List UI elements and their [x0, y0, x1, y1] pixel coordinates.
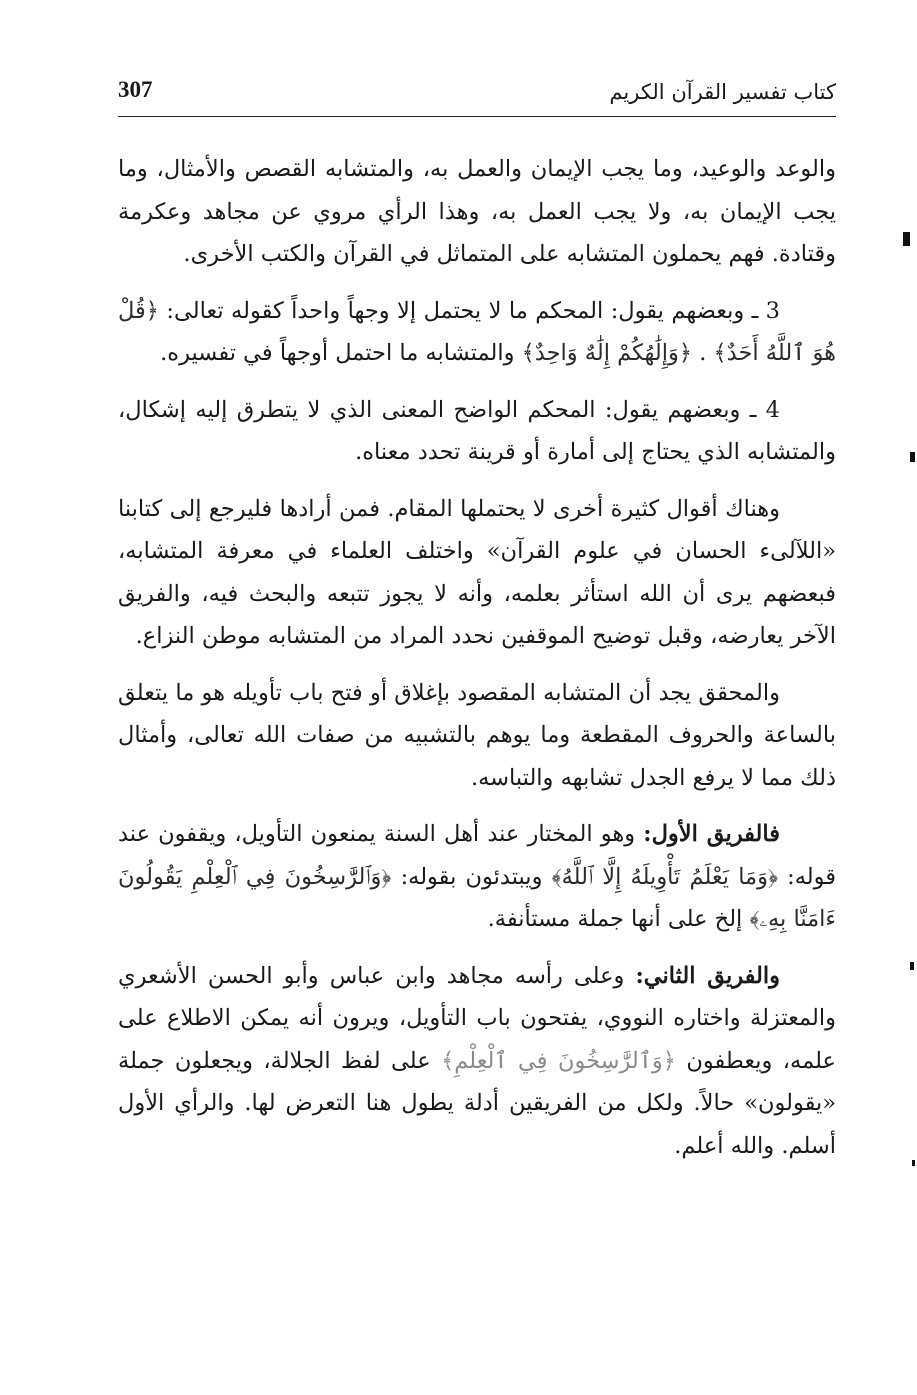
second-group-heading: والفريق الثاني: — [635, 962, 781, 989]
paragraph-2 — [118, 290, 836, 375]
quran-verse-tawilahu: ﴿وَمَا يَعْلَمُ تَأْوِيلَهُ إِلَّا ٱللَّهُ﴾ — [551, 863, 778, 890]
running-header — [118, 72, 836, 112]
paragraph-4: وهناك أقوال كثيرة أخرى لا يحتملها المقام. فمن أرادها فليرجع إلى كتابنا «اللآلىء الحسان في علوم القرآن» واختلف العلماء في معرفة المتشابه، فبعضهم يرى أن الله استأثر بعلمه، وأنه لا يجوز تتبعه والبحث فيه، والفريق الآخر يعارضه، وقبل توضيح الموقفين نحدد المراد من المتشابه موطن النزاع. — [118, 495, 836, 649]
paragraph-2-tail: والمتشابه ما احتمل أوجهاً في تفسيره. — [160, 340, 515, 366]
body-text — [118, 148, 836, 1181]
scan-margin-mark — [903, 232, 910, 246]
paragraph-7-text-1: وعلى رأسه مجاهد وابن عباس وأبو الحسن الأشعري والمعتزلة واختاره النووي، يفتحون باب التأويل، ويرون أنه يمكن الاطلاع على علمه، ويعطفون — [118, 962, 836, 1074]
paragraph-7 — [118, 955, 836, 1168]
paragraph-6 — [118, 813, 836, 941]
scan-margin-mark — [910, 452, 915, 462]
paragraph-1: والوعد والوعيد، وما يجب الإيمان والعمل به، والمتشابه القصص والأمثال، وما يجب الإيمان به، ولا يجب العمل به، وهذا الرأي مروي عن مجاهد وعكرمة وقتادة. فهم يحملون المتشابه على المتماثل في القرآن والكتب الأخرى. — [118, 156, 836, 267]
page-number: 307 — [118, 77, 153, 102]
paragraph-2-separator: . — [699, 340, 707, 366]
header-title: كتاب تفسير القرآن الكريم — [609, 80, 836, 104]
paragraph-3: 4 ـ وبعضهم يقول: المحكم الواضح المعنى الذي لا يتطرق إليه إشكال، والمتشابه الذي يحتاج إلى أمارة أو قرينة تحدد معناه. — [118, 396, 836, 465]
paragraph-6-text-1: وهو المختار عند أهل السنة يمنعون التأويل، ويقفون عند قوله: — [118, 821, 837, 890]
quran-verse-ikhlas: ﴿قُلْ هُوَ ٱللَّهُ أَحَدٌ﴾ — [118, 297, 836, 366]
paragraph-7-text-2: على لفظ الجلالة، ويجعلون جملة «يقولون» حالاً. ولكل من الفريقين أدلة يطول هنا التعرض لها. والرأي الأول أسلم. والله أعلم. — [118, 1047, 836, 1159]
quran-verse-ilahun-wahid: ﴿وَإِلَٰهُكُمْ إِلَٰهٌ وَاحِدٌ﴾ — [521, 340, 693, 366]
paragraph-6-text-3: إلخ على أنها جملة مستأنفة. — [487, 906, 743, 932]
scan-margin-mark — [910, 962, 914, 970]
paragraph-6-text-2: ويبتدئون بقوله: — [400, 863, 543, 890]
paragraph-5: والمحقق يجد أن المتشابه المقصود بإغلاق أو فتح باب تأويله هو ما يتعلق بالساعة والحروف المقطعة وما يوهم بالتشبيه من صفات الله تعالى، وأمثال ذلك مما لا يرفع الجدل تشابهه والتباسه. — [118, 679, 836, 791]
quran-verse-rasikhun-yaqulun: ﴿وَٱلرَّٰسِخُونَ فِي ٱلْعِلْمِ يَقُولُونَ ءَامَنَّا بِهِۦ﴾ — [118, 863, 836, 932]
scan-margin-mark — [912, 1160, 915, 1166]
quran-verse-rasikhun: ﴿وَٱلرَّٰسِخُونَ فِي ٱلْعِلْمِ﴾ — [441, 1047, 676, 1074]
header-rule — [118, 116, 836, 117]
first-group-heading: فالفريق الأول: — [643, 821, 780, 847]
paragraph-2-intro: 3 ـ وبعضهم يقول: المحكم ما لا يحتمل إلا وجهاً واحداً كقوله تعالى: — [166, 297, 780, 324]
